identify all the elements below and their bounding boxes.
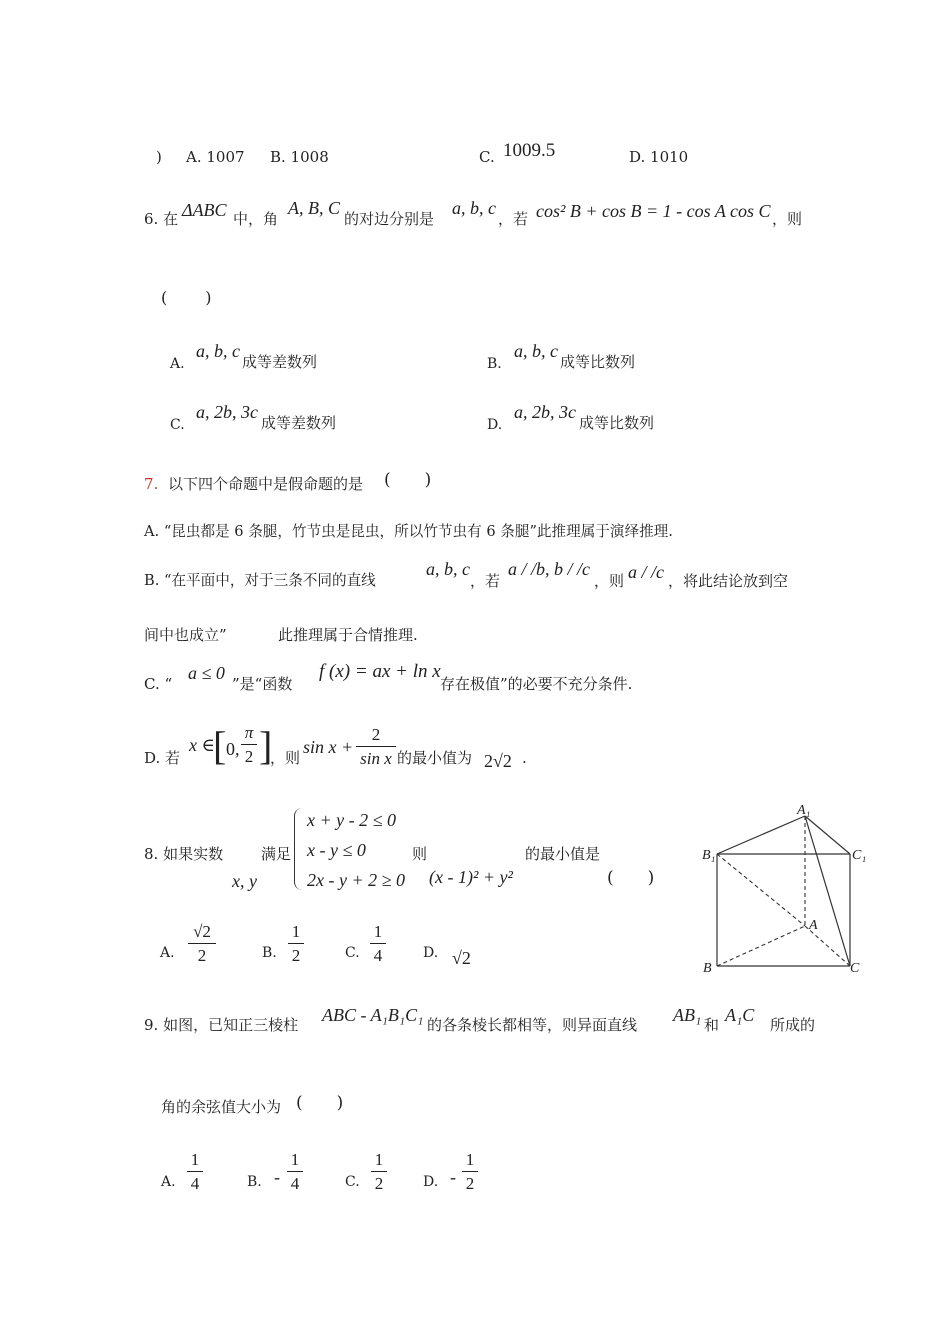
q7-option-d-numerator: 2: [371, 725, 381, 744]
q9-number: 9. 如图，已知正三棱柱: [144, 1016, 299, 1034]
edge-b1-a1: [717, 816, 805, 854]
q7-option-b-text-5: 间中也成立”: [144, 626, 227, 644]
q6-angles: A, B, C: [288, 198, 340, 218]
q5-option-b[interactable]: B. 1008: [270, 148, 329, 166]
q7-answer-paren: ( ): [384, 470, 432, 490]
label-b1: B₁: [702, 848, 716, 863]
hidden-line-b1-a: [717, 854, 805, 926]
label-b: B: [703, 961, 712, 976]
q9-option-d-numerator: 1: [465, 1150, 475, 1169]
fraction-bar: [187, 1171, 203, 1172]
q8-text-1: 满足: [261, 845, 292, 863]
q7-option-c-math-2: f (x) = ax + ln x: [319, 661, 441, 682]
q8-option-c-numerator: 1: [373, 922, 383, 941]
q8-option-c-label[interactable]: C.: [345, 945, 360, 961]
q8-option-b-denominator: 2: [291, 946, 301, 965]
q5-option-c-value: 1009.5: [503, 140, 556, 161]
q8-option-b-label[interactable]: B.: [262, 945, 277, 961]
q7-option-c-text-3: 存在极值”的必要不充分条件.: [440, 675, 633, 693]
q6-triangle: ΔABC: [182, 200, 227, 220]
q8-constraint-1: x + y - 2 ≤ 0: [307, 810, 396, 830]
line-a1-c: [805, 816, 850, 966]
q8-option-a-denominator: 2: [197, 946, 207, 965]
hidden-edge-b-a: [717, 926, 805, 966]
q8-answer-paren: ( ): [607, 868, 655, 888]
label-c1: C₁: [852, 848, 867, 863]
q7-option-d-two: 2: [244, 747, 254, 766]
fraction-bar: [288, 943, 304, 944]
q9-line-2: A₁C: [725, 1005, 755, 1025]
q6-sides: a, b, c: [452, 198, 496, 218]
q9-option-d-sign: -: [450, 1167, 456, 1187]
fraction-bar: [462, 1171, 478, 1172]
q6-option-c-label[interactable]: C.: [170, 417, 185, 433]
q6-text-1: 中，角: [233, 210, 279, 228]
q8-constraint-3: 2x - y + 2 ≥ 0: [307, 870, 405, 890]
q9-option-a-label[interactable]: A.: [161, 1174, 176, 1190]
q7-option-d-text-2: ，则: [270, 749, 301, 767]
q7-option-b-math-1: a, b, c: [426, 559, 470, 579]
label-a: A: [809, 918, 818, 933]
q6-option-a-text: 成等差数列: [242, 353, 318, 371]
q9-option-c-label[interactable]: C.: [345, 1174, 360, 1190]
q8-option-d-value: √2: [452, 948, 471, 968]
q9-line-1: AB₁: [673, 1005, 702, 1025]
q7-option-d-math-1: x ∈: [189, 735, 215, 755]
q9-option-b-denominator: 4: [290, 1174, 300, 1193]
q9-option-d-fraction: [462, 1151, 478, 1192]
q7-option-b-text-3: ，则: [594, 572, 625, 590]
q8-option-c-fraction: [370, 923, 386, 964]
q7-option-c-text-1[interactable]: C. “: [144, 675, 173, 693]
fraction-bar: [287, 1171, 303, 1172]
fraction-bar: [371, 1171, 387, 1172]
q9-option-d-label[interactable]: D.: [423, 1174, 439, 1190]
q9-option-b-sign: -: [274, 1167, 280, 1187]
label-c: C: [850, 961, 860, 976]
q8-constraint-2: x - y ≤ 0: [307, 840, 366, 860]
q8-text-3: 的最小值是: [525, 845, 601, 863]
q6-number: 6. 在: [144, 210, 179, 228]
q7-option-d-denominator: sin x: [360, 749, 392, 768]
q6-option-c-math: a, 2b, 3c: [196, 402, 258, 422]
q9-text-1: 的各条棱长都相等，则异面直线: [427, 1016, 638, 1034]
fraction-bar: [241, 744, 257, 745]
q9-option-b-label[interactable]: B.: [247, 1174, 262, 1190]
q9-option-a-fraction: [187, 1151, 203, 1192]
q6-answer-paren: ( ): [161, 288, 214, 307]
q6-option-b-math: a, b, c: [514, 341, 558, 361]
q7-option-b-math-2: a / /b, b / /c: [508, 559, 590, 579]
q7-option-c-math-1: a ≤ 0: [188, 663, 225, 683]
q8-option-b-fraction: [288, 923, 304, 964]
q8-expression: (x - 1)² + y²: [429, 867, 513, 887]
q9-answer-paren: ( ): [296, 1093, 344, 1113]
q8-text-2: 则: [412, 845, 428, 863]
q7-option-d-math-2: sin x +: [303, 737, 354, 757]
q9-option-b-fraction: [287, 1151, 303, 1192]
q7-option-d-fraction: [356, 726, 396, 767]
q6-option-d-text: 成等比数列: [579, 414, 655, 432]
q7-option-b-text-6: 此推理属于合情推理.: [278, 626, 418, 644]
q9-text-2: 和: [704, 1016, 720, 1034]
fraction-bar: [188, 943, 216, 944]
q7-option-b-text-1[interactable]: B. “在平面中，对于三条不同的直线: [144, 572, 376, 589]
q9-option-c-fraction: [371, 1151, 387, 1192]
q5-tail: ): [156, 148, 162, 166]
q8-number: 8. 如果实数: [144, 845, 224, 863]
q7-option-d-right-bracket: ]: [259, 723, 273, 768]
q9-option-d-denominator: 2: [465, 1174, 475, 1193]
q9-prism: ABC - A₁B₁C₁: [322, 1005, 424, 1025]
q6-option-d-math: a, 2b, 3c: [514, 402, 576, 422]
q6-option-a-math: a, b, c: [196, 341, 240, 361]
prism-figure: [700, 798, 870, 978]
q6-option-a-label[interactable]: A.: [170, 356, 185, 372]
fraction-bar: [370, 943, 386, 944]
q7-option-d-left-bracket: [: [213, 723, 227, 768]
q9-option-b-numerator: 1: [290, 1150, 300, 1169]
q8-option-b-numerator: 1: [291, 922, 301, 941]
q7-option-a[interactable]: A. “昆虫都是 6 条腿，竹节虫是昆虫，所以竹节虫有 6 条腿”此推理属于演绎推理.: [144, 523, 673, 540]
q6-option-d-label[interactable]: D.: [487, 417, 503, 433]
q7-option-b-text-2: ，若: [470, 572, 501, 590]
q6-option-c-text: 成等差数列: [261, 414, 337, 432]
q6-text-4: ，则: [772, 210, 803, 228]
edge-a1-c1: [805, 816, 850, 854]
q8-system-brace: [294, 808, 303, 890]
q9-text-4: 角的余弦值大小为: [161, 1098, 282, 1116]
q7-option-d-pi: π: [244, 723, 254, 742]
q7-option-d-text-1[interactable]: D. 若: [144, 749, 181, 767]
fraction-bar: [356, 746, 396, 747]
q9-option-a-numerator: 1: [190, 1150, 200, 1169]
q8-variables: x, y: [232, 871, 257, 891]
q8-option-a-fraction: [188, 923, 216, 964]
q8-option-c-denominator: 4: [373, 946, 383, 965]
q7-option-b-text-4: ，将此结论放到空: [668, 572, 789, 590]
q5-option-a[interactable]: A. 1007: [186, 148, 245, 166]
q7-option-d-interval: 0,: [226, 739, 240, 759]
q8-option-a-label[interactable]: A.: [160, 945, 175, 961]
q5-option-d[interactable]: D. 1010: [629, 148, 689, 166]
q9-option-c-numerator: 1: [374, 1150, 384, 1169]
q7-option-d-text-3: 的最小值为: [397, 749, 473, 767]
q8-option-d-label[interactable]: D.: [423, 945, 439, 961]
q5-option-c-label[interactable]: C.: [479, 148, 495, 166]
q7-option-d-text-4: .: [522, 749, 527, 767]
q9-option-a-denominator: 4: [190, 1174, 200, 1193]
q9-text-3: 所成的: [770, 1016, 816, 1034]
q7-option-d-pi-over-2: [241, 724, 257, 765]
q6-text-3: ，若: [498, 210, 529, 228]
q8-option-a-numerator: √2: [193, 922, 211, 941]
q7-option-c-text-2: ”是“函数: [232, 675, 293, 693]
q6-equation: cos² B + cos B = 1 - cos A cos C: [536, 201, 771, 221]
q6-text-2: 的对边分别是: [344, 210, 435, 228]
q7-number: 7.: [144, 475, 159, 493]
q6-option-b-label[interactable]: B.: [487, 356, 502, 372]
q7-option-b-math-3: a / /c: [628, 562, 664, 582]
q9-option-c-denominator: 2: [374, 1174, 384, 1193]
q7-option-d-value: 2√2: [484, 751, 512, 771]
q7-stem: 以下四个命题中是假命题的是: [168, 475, 364, 493]
label-a1: A₁: [797, 803, 811, 818]
q6-option-b-text: 成等比数列: [560, 353, 636, 371]
